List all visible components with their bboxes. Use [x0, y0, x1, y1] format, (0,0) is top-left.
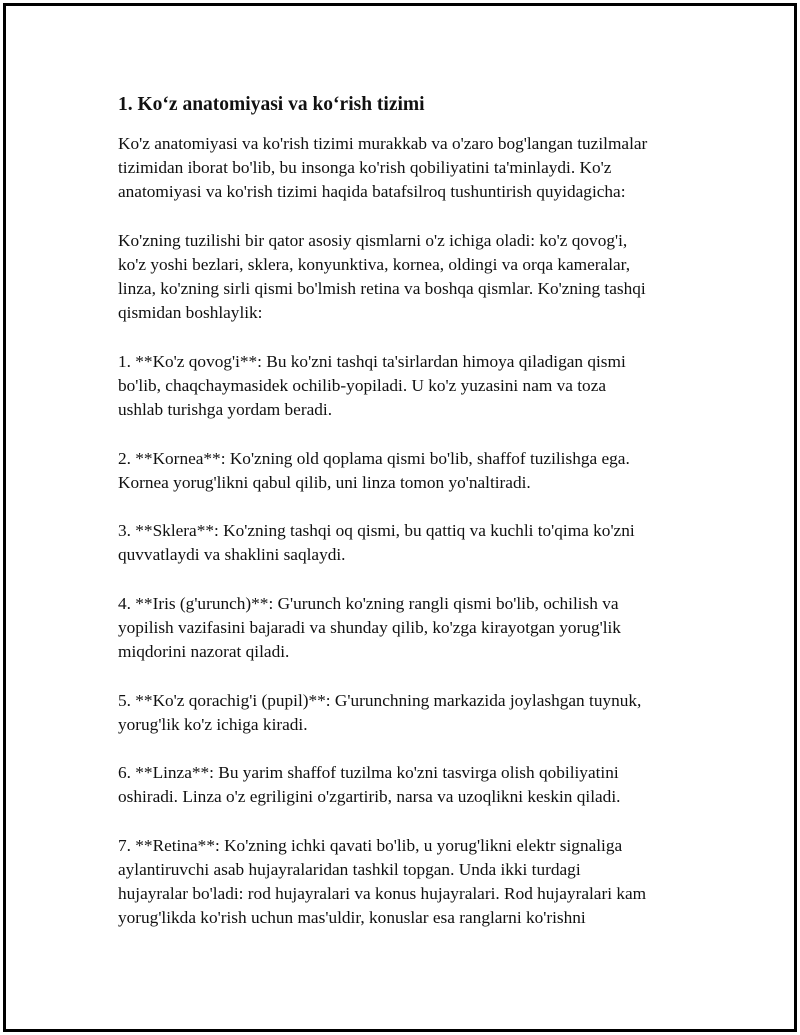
text-line: bo'lib, chaqchaymasidek ochilib-yopiladi. U ko'z yuzasini nam va toza [118, 376, 607, 395]
text-line: Ko'zning tuzilishi bir qator asosiy qismlarni o'z ichiga oladi: ko'z qovog'i, [118, 230, 628, 250]
list-item-iris [118, 592, 698, 665]
list-item-eyelid [118, 350, 698, 423]
text-line: yopilish vazifasini bajaradi va shunday qilib, ko'zga kirayotgan yorug'lik [118, 617, 621, 637]
text-line: 3. **Sklera**: Ko'zning tashqi oq qismi, bu qattiq va kuchli to'qima ko'zni [118, 521, 635, 541]
text-line: Ko'z anatomiyasi va ko'rish tizimi murakkab va o'zaro bog'langan tuzilmalar [118, 134, 648, 153]
text-line: linza, ko'zning sirli qismi bo'lmish retina va boshqa qismlar. Ko'zning tashqi [118, 279, 646, 299]
text-line: yorug'lik ko'z ichiga kiradi. [118, 714, 308, 734]
list-item-retina [118, 834, 698, 931]
intro-paragraph [118, 132, 698, 205]
text-line: qismidan boshlaylik: [118, 303, 263, 323]
text-line: hujayralar bo'ladi: rod hujayralari va konus hujayralari. Rod hujayralari kam [118, 884, 647, 904]
text-line: 4. **Iris (g'urunch)**: G'urunch ko'zning rangli qismi bo'lib, ochilish va [118, 593, 619, 613]
list-item-sclera [118, 519, 698, 567]
document-body [118, 92, 698, 955]
text-line: aylantiruvchi asab hujayralaridan tashkil topgan. Unda ikki turdagi [118, 859, 581, 879]
list-item-lens [118, 761, 698, 809]
structure-paragraph [118, 229, 698, 326]
text-line: anatomiyasi va ko'rish tizimi haqida batafsilroq tushuntirish quyidagicha: [118, 182, 626, 202]
text-line: 7. **Retina**: Ko'zning ichki qavati bo'lib, u yorug'likni elektr signaliga [118, 835, 623, 855]
text-line: miqdorini nazorat qiladi. [118, 642, 290, 662]
text-line: quvvatlaydi va shaklini saqlaydi. [118, 545, 346, 565]
list-item-pupil [118, 689, 698, 737]
text-line: ushlab turishga yordam beradi. [118, 400, 333, 420]
text-line: 2. **Kornea**: Ko'zning old qoplama qismi bo'lib, shaffof tuzilishga ega. [118, 448, 630, 468]
list-item-cornea [118, 447, 698, 495]
text-line: ko'z yoshi bezlari, sklera, konyunktiva, kornea, oldingi va orqa kameralar, [118, 255, 631, 274]
text-line: tizimidan iborat bo'lib, bu insonga ko'rish qobiliyatini ta'minlaydi. Ko'z [118, 158, 612, 178]
text-line: Kornea yorug'likni qabul qilib, uni linza tomon yo'naltiradi. [118, 472, 531, 492]
text-line: oshiradi. Linza o'z egriligini o'zgartirib, narsa va uzoqlikni keskin qiladi. [118, 787, 621, 807]
text-line: 5. **Ko'z qorachig'i (pupil)**: G'urunchning markazida joylashgan tuynuk, [118, 690, 642, 710]
text-line: yorug'likda ko'rish uchun mas'uldir, konuslar esa ranglarni ko'rishni [118, 908, 586, 928]
section-heading: 1. Ko‘z anatomiyasi va ko‘rish tizimi [118, 94, 425, 115]
text-line: 6. **Linza**: Bu yarim shaffof tuzilma ko'zni tasvirga olish qobiliyatini [118, 763, 619, 783]
text-line: 1. **Ko'z qovog'i**: Bu ko'zni tashqi ta'sirlardan himoya qiladigan qismi [118, 351, 626, 371]
